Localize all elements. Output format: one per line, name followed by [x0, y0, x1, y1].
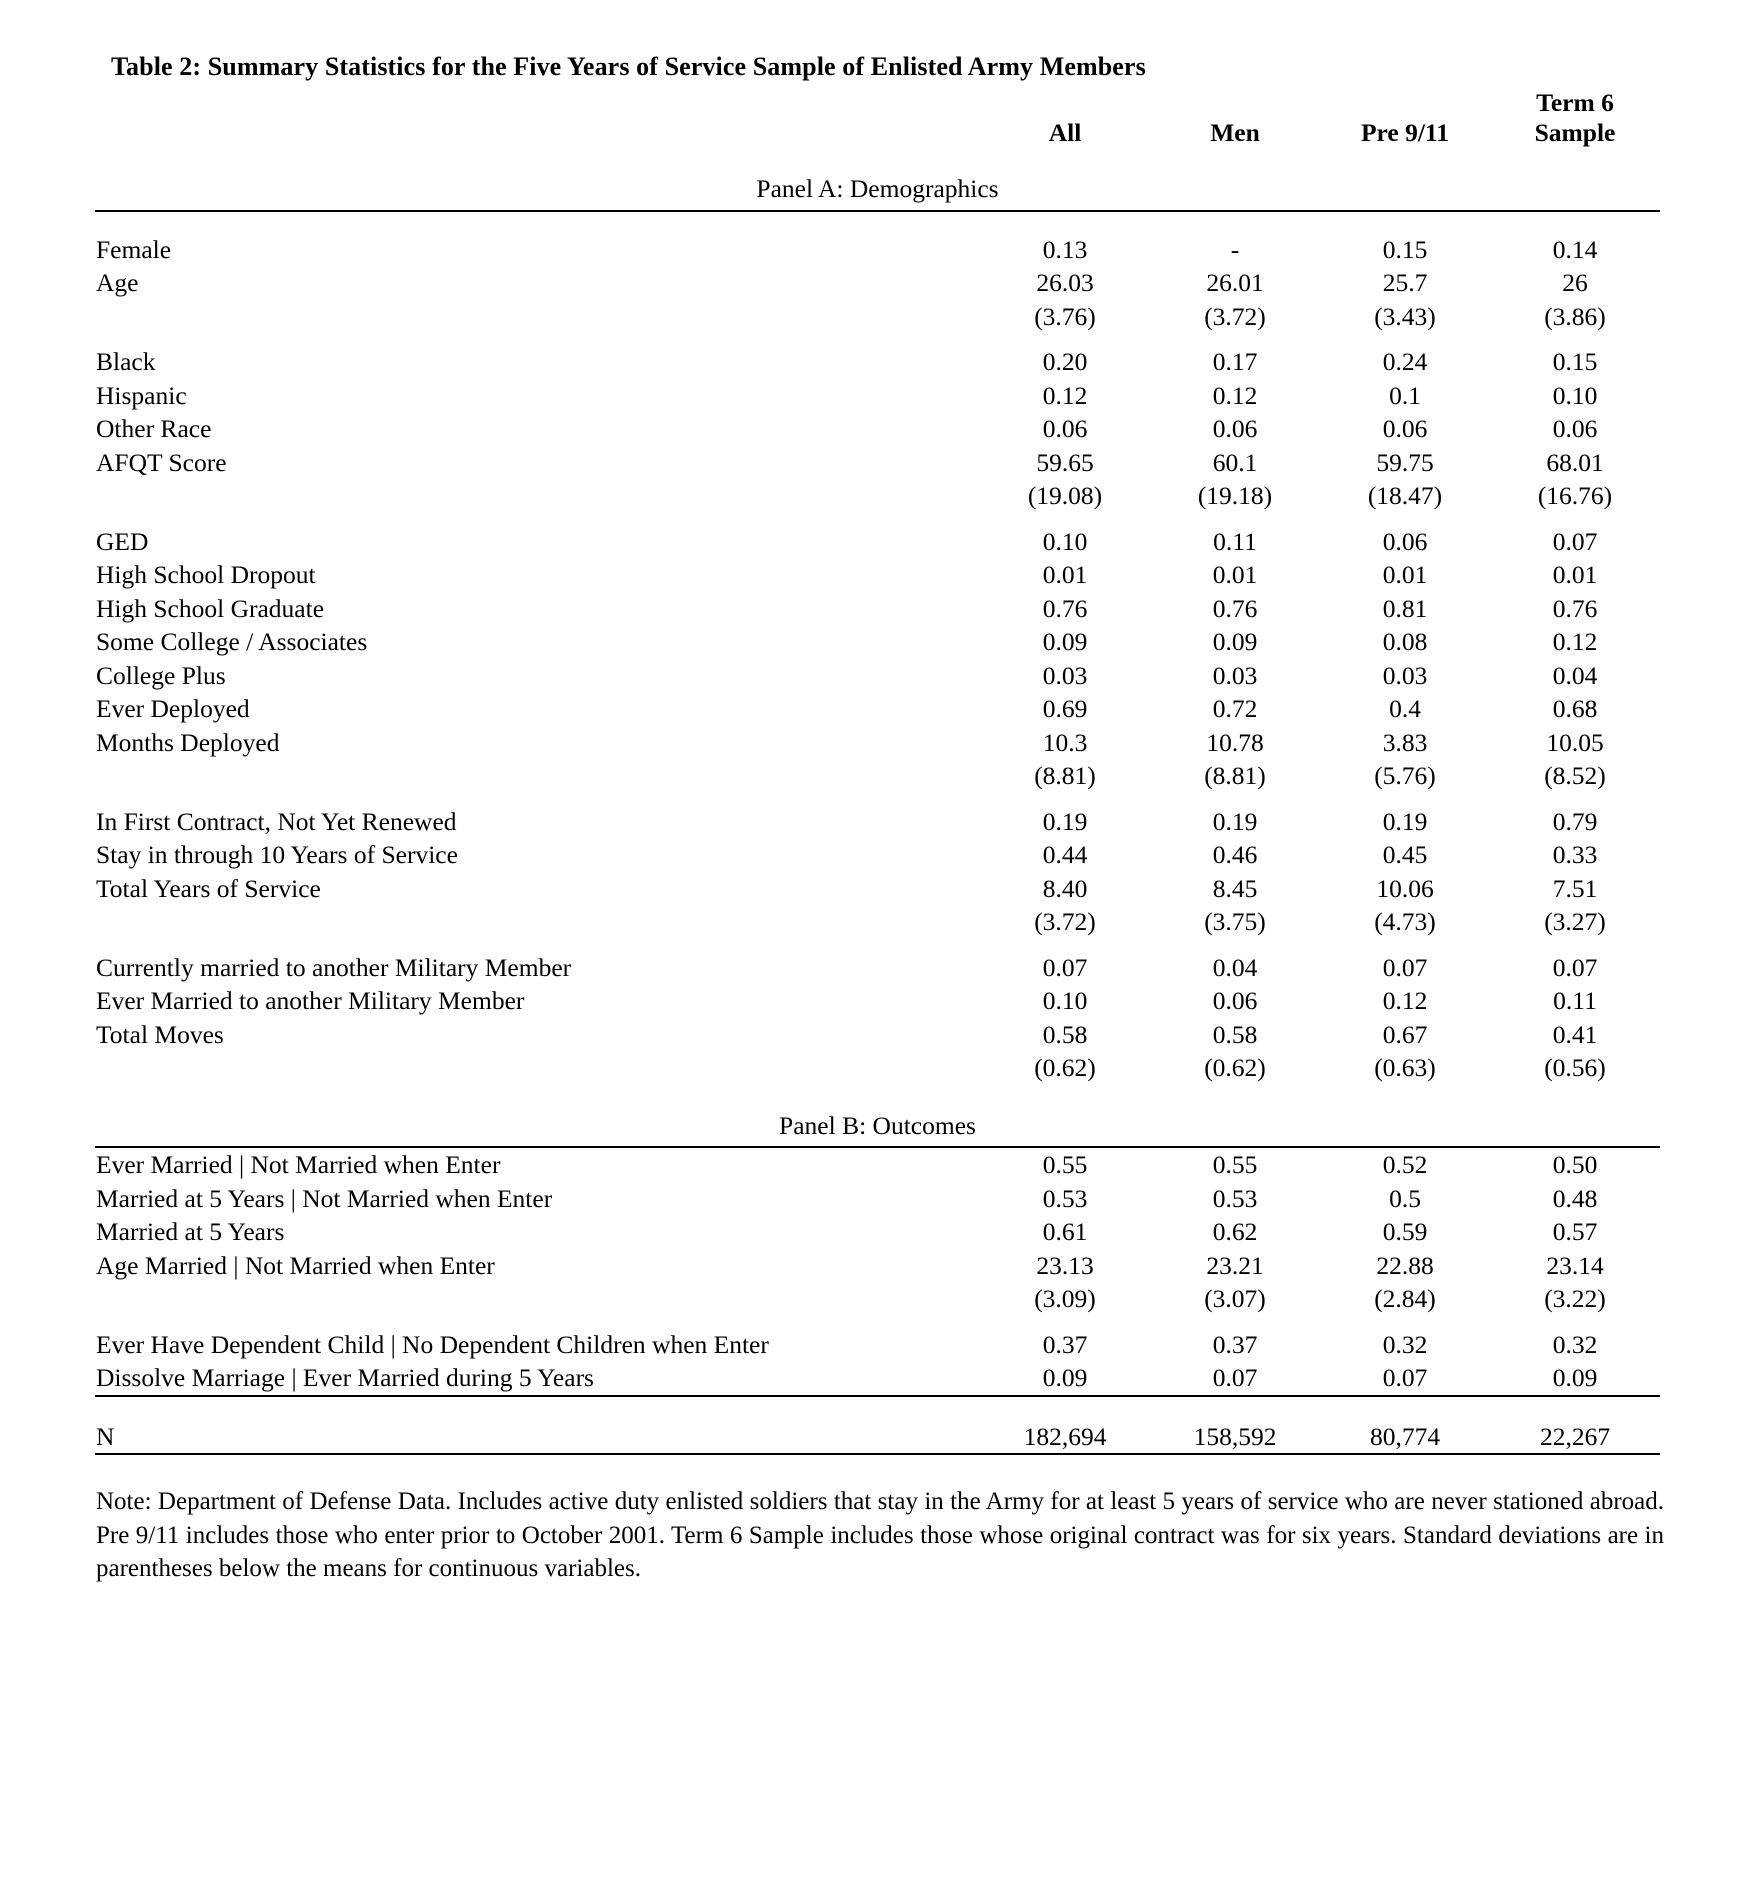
- column-header-men-text: Men: [1210, 118, 1260, 148]
- table-row: [95, 1018, 1660, 1052]
- row-value: 0.06: [1382, 526, 1428, 556]
- spacer-cell: [95, 1397, 1660, 1418]
- row-value: 0.19: [1042, 806, 1088, 836]
- panel-b-heading: [95, 1097, 1660, 1148]
- table-row: [95, 300, 1660, 334]
- row-value: 0.72: [1212, 694, 1258, 724]
- row-label: Currently married to another Military Member: [96, 952, 572, 982]
- row-label: Married at 5 Years: [96, 1217, 285, 1247]
- row-label: Dissolve Marriage | Ever Married during 5 Years: [96, 1363, 594, 1393]
- horizontal-rule-cell: [95, 1454, 1660, 1455]
- spacer-row: [95, 1316, 1660, 1328]
- row-label: Ever Have Dependent Child | No Dependent Children when Enter: [96, 1329, 769, 1359]
- row-value: 0.45: [1382, 840, 1428, 870]
- spacer-cell: [95, 513, 1660, 525]
- row-value: 25.7: [1382, 268, 1428, 298]
- column-header-pre911-text: Pre 9/11: [1360, 118, 1450, 148]
- table-row: [95, 1147, 1660, 1182]
- spacer-row: [95, 333, 1660, 345]
- row-value: 8.40: [1042, 873, 1088, 903]
- row-value: 0.12: [1552, 627, 1598, 657]
- row-value: 0.44: [1042, 840, 1088, 870]
- panel-a-heading: [95, 160, 1660, 211]
- row-value: 0.11: [1553, 986, 1597, 1016]
- table-body: [95, 160, 1660, 1455]
- column-header-all-text: All: [1048, 118, 1082, 148]
- row-value: 0.37: [1212, 1329, 1258, 1359]
- row-value: 0.07: [1552, 526, 1598, 556]
- summary-statistics-table: [95, 88, 1660, 1455]
- row-value: 0.59: [1382, 1217, 1428, 1247]
- row-value: 0.06: [1212, 414, 1258, 444]
- row-value: 0.79: [1552, 806, 1598, 836]
- row-label: GED: [96, 526, 149, 556]
- row-value: 0.01: [1042, 560, 1088, 590]
- row-value: 10.05: [1546, 727, 1604, 757]
- row-value: 26.03: [1036, 268, 1094, 298]
- row-value: (8.52): [1544, 761, 1606, 791]
- row-value: 0.67: [1382, 1019, 1428, 1049]
- row-value: 23.21: [1206, 1250, 1264, 1280]
- row-label: High School Graduate: [96, 593, 325, 623]
- row-value: (0.56): [1544, 1053, 1606, 1083]
- row-value: 0.4: [1389, 694, 1421, 724]
- spacer-row: [95, 1085, 1660, 1097]
- row-value: 10.06: [1376, 873, 1434, 903]
- table-row: [95, 872, 1660, 906]
- row-value: 10.3: [1042, 727, 1088, 757]
- table-row: [95, 379, 1660, 413]
- row-value: 0.03: [1382, 660, 1428, 690]
- row-value: 0.13: [1042, 234, 1088, 264]
- row-value: (16.76): [1537, 481, 1613, 511]
- row-value: 0.04: [1552, 660, 1598, 690]
- row-value: (3.22): [1544, 1284, 1606, 1314]
- table-row: [95, 266, 1660, 300]
- row-value: 0.19: [1212, 806, 1258, 836]
- row-value: (5.76): [1374, 761, 1436, 791]
- page-title: Table 2: Summary Statistics for the Five Years of Service Sample of Enlisted Army Members: [111, 52, 1146, 81]
- table-row: [95, 558, 1660, 592]
- table-row: [95, 984, 1660, 1018]
- row-value: 0.58: [1042, 1019, 1088, 1049]
- table-row: [95, 446, 1660, 480]
- spacer-cell: [95, 211, 1660, 233]
- row-value: 0.17: [1212, 347, 1258, 377]
- table-row-n: [95, 1418, 1660, 1455]
- row-label: [95, 1051, 980, 1085]
- row-value: 0.1: [1389, 380, 1421, 410]
- row-value: 158,592: [1193, 1421, 1277, 1451]
- row-value: 0.76: [1552, 593, 1598, 623]
- row-label: Age Married | Not Married when Enter: [96, 1250, 495, 1280]
- row-value: 0.12: [1212, 380, 1258, 410]
- header-row: [95, 88, 1660, 160]
- row-label: Some College / Associates: [96, 627, 368, 657]
- row-value: 0.06: [1042, 414, 1088, 444]
- table-row: [95, 726, 1660, 760]
- spacer-cell: [95, 1085, 1660, 1097]
- row-value: (3.27): [1544, 907, 1606, 937]
- table-row: [95, 1215, 1660, 1249]
- row-value: (19.08): [1027, 481, 1103, 511]
- row-value: 0.55: [1212, 1150, 1258, 1180]
- column-header-label: [95, 88, 980, 160]
- row-value: 10.78: [1206, 727, 1264, 757]
- row-value: 0.81: [1382, 593, 1428, 623]
- row-value: 0.07: [1212, 1363, 1258, 1393]
- row-value: 0.01: [1212, 560, 1258, 590]
- row-value: -: [1230, 234, 1240, 264]
- row-label: Age: [96, 268, 139, 298]
- row-value: (3.07): [1204, 1284, 1266, 1314]
- row-value: 0.12: [1042, 380, 1088, 410]
- row-label: Ever Deployed: [96, 694, 250, 724]
- row-label: [95, 300, 980, 334]
- table-row: [95, 525, 1660, 559]
- row-value: 0.01: [1552, 560, 1598, 590]
- row-value: (19.18): [1197, 481, 1273, 511]
- row-value: 0.06: [1552, 414, 1598, 444]
- column-header-men: [1150, 88, 1320, 160]
- spacer-row: [95, 1397, 1660, 1418]
- row-value: 0.5: [1389, 1183, 1421, 1213]
- row-value: 0.03: [1042, 660, 1088, 690]
- row-value: 0.37: [1042, 1329, 1088, 1359]
- row-value: 26.01: [1206, 268, 1264, 298]
- panel-b-heading-text: Panel B: Outcomes: [95, 1097, 1660, 1148]
- row-label: College Plus: [96, 660, 226, 690]
- table-row: [95, 951, 1660, 985]
- row-value: 0.32: [1382, 1329, 1428, 1359]
- row-value: 26: [1562, 268, 1588, 298]
- row-label: Hispanic: [96, 380, 187, 410]
- column-header-term6-line2: Sample: [1534, 118, 1616, 148]
- row-value: 0.20: [1042, 347, 1088, 377]
- row-value: 80,774: [1369, 1421, 1441, 1451]
- spacer-row: [95, 211, 1660, 233]
- row-value: 0.58: [1212, 1019, 1258, 1049]
- row-label: High School Dropout: [96, 560, 316, 590]
- horizontal-rule: [95, 1454, 1660, 1455]
- row-label: Ever Married to another Military Member: [96, 986, 525, 1016]
- row-value: 0.06: [1212, 986, 1258, 1016]
- spacer-cell: [95, 333, 1660, 345]
- table-row: [95, 1182, 1660, 1216]
- spacer-row: [95, 793, 1660, 805]
- row-value: 0.10: [1552, 380, 1598, 410]
- row-value: (4.73): [1374, 907, 1436, 937]
- row-label: Married at 5 Years | Not Married when Enter: [96, 1183, 553, 1213]
- table-row: [95, 1328, 1660, 1362]
- table-row: [95, 1361, 1660, 1396]
- table-row: [95, 1282, 1660, 1316]
- row-value: 0.53: [1212, 1183, 1258, 1213]
- table-row: [95, 1051, 1660, 1085]
- column-header-pre911: [1320, 88, 1490, 160]
- row-value: (3.43): [1374, 301, 1436, 331]
- row-value: 0.76: [1042, 593, 1088, 623]
- row-value: (3.72): [1034, 907, 1096, 937]
- row-value: 22,267: [1539, 1421, 1611, 1451]
- row-value: 3.83: [1382, 727, 1428, 757]
- row-value: 23.13: [1036, 1250, 1094, 1280]
- row-value: 0.15: [1382, 234, 1428, 264]
- column-header-term6-line1: Term 6: [1536, 88, 1614, 117]
- row-value: (3.86): [1544, 301, 1606, 331]
- row-value: 0.50: [1552, 1150, 1598, 1180]
- row-value: (3.72): [1204, 301, 1266, 331]
- row-value: 0.09: [1042, 1363, 1088, 1393]
- row-value: (18.47): [1367, 481, 1443, 511]
- row-value: 0.11: [1213, 526, 1257, 556]
- row-label: AFQT Score: [96, 447, 227, 477]
- column-header-term6: [1490, 88, 1660, 160]
- row-value: 0.69: [1042, 694, 1088, 724]
- row-value: 0.12: [1382, 986, 1428, 1016]
- row-label: [95, 759, 980, 793]
- row-value: 0.15: [1552, 347, 1598, 377]
- row-label: Other Race: [96, 414, 212, 444]
- row-label: N: [96, 1421, 115, 1451]
- row-value: 0.04: [1212, 952, 1258, 982]
- table-row: [95, 592, 1660, 626]
- table-row: [95, 479, 1660, 513]
- table-row: [95, 659, 1660, 693]
- table-row: [95, 692, 1660, 726]
- row-value: (3.75): [1204, 907, 1266, 937]
- table-row: [95, 805, 1660, 839]
- row-label: Female: [96, 234, 172, 264]
- row-label: Months Deployed: [96, 727, 280, 757]
- column-header-all: [980, 88, 1150, 160]
- table-row: [95, 838, 1660, 872]
- table-row: [95, 345, 1660, 379]
- row-value: 0.01: [1382, 560, 1428, 590]
- row-value: 0.52: [1382, 1150, 1428, 1180]
- row-value: (8.81): [1204, 761, 1266, 791]
- row-value: 0.41: [1552, 1019, 1598, 1049]
- row-value: 0.53: [1042, 1183, 1088, 1213]
- row-value: (8.81): [1034, 761, 1096, 791]
- row-label: Total Years of Service: [96, 873, 321, 903]
- row-value: 0.76: [1212, 593, 1258, 623]
- row-label: Ever Married | Not Married when Enter: [96, 1150, 501, 1180]
- row-value: 0.10: [1042, 986, 1088, 1016]
- row-value: 59.75: [1376, 447, 1434, 477]
- row-value: 0.68: [1552, 694, 1598, 724]
- row-value: 8.45: [1212, 873, 1258, 903]
- row-value: 7.51: [1552, 873, 1598, 903]
- row-label: [95, 1282, 980, 1316]
- spacer-cell: [95, 939, 1660, 951]
- row-value: 59.65: [1036, 447, 1094, 477]
- row-value: 0.57: [1552, 1217, 1598, 1247]
- table-row: [95, 759, 1660, 793]
- table-header: [95, 88, 1660, 160]
- row-value: 0.07: [1382, 1363, 1428, 1393]
- spacer-cell: [95, 1316, 1660, 1328]
- row-value: 0.07: [1042, 952, 1088, 982]
- row-value: 0.07: [1552, 952, 1598, 982]
- row-value: 0.06: [1382, 414, 1428, 444]
- spacer-row: [95, 939, 1660, 951]
- row-label: Total Moves: [96, 1019, 224, 1049]
- row-value: 0.08: [1382, 627, 1428, 657]
- row-value: 0.48: [1552, 1183, 1598, 1213]
- row-value: 0.07: [1382, 952, 1428, 982]
- row-value: 68.01: [1546, 447, 1604, 477]
- row-value: 0.09: [1552, 1363, 1598, 1393]
- row-value: 22.88: [1376, 1250, 1434, 1280]
- row-value: (3.09): [1034, 1284, 1096, 1314]
- row-label: Stay in through 10 Years of Service: [96, 840, 458, 870]
- row-value: 0.09: [1212, 627, 1258, 657]
- row-value: 0.03: [1212, 660, 1258, 690]
- row-value: (0.63): [1374, 1053, 1436, 1083]
- table-row: [95, 1249, 1660, 1283]
- row-label: Black: [96, 347, 156, 377]
- row-value: (0.62): [1204, 1053, 1266, 1083]
- row-value: 182,694: [1023, 1421, 1107, 1451]
- table-row: [95, 625, 1660, 659]
- row-value: 0.09: [1042, 627, 1088, 657]
- table-row: [95, 905, 1660, 939]
- row-label: In First Contract, Not Yet Renewed: [96, 806, 457, 836]
- row-value: (3.76): [1034, 301, 1096, 331]
- row-value: 60.1: [1212, 447, 1258, 477]
- row-value: (0.62): [1034, 1053, 1096, 1083]
- table-row: [95, 233, 1660, 267]
- row-label: [95, 905, 980, 939]
- row-value: 0.14: [1552, 234, 1598, 264]
- panel-a-heading-text: Panel A: Demographics: [95, 160, 1660, 211]
- spacer-row: [95, 513, 1660, 525]
- row-value: 0.55: [1042, 1150, 1088, 1180]
- table-note: Note: Department of Defense Data. Includes active duty enlisted soldiers that stay in the Army for at least 5 years of service who are never stationed abroad. Pre 9/11 includes those who enter prior to October 2001. Term 6 Sample includes those whose original contract was for six years. Standard deviations are in parentheses below the means for continuous variables.: [96, 1488, 1664, 1583]
- table-row: [95, 412, 1660, 446]
- row-value: 0.10: [1042, 526, 1088, 556]
- row-value: 0.62: [1212, 1217, 1258, 1247]
- spacer-cell: [95, 793, 1660, 805]
- row-label: [95, 479, 980, 513]
- row-value: (2.84): [1374, 1284, 1436, 1314]
- row-value: 0.46: [1212, 840, 1258, 870]
- row-value: 0.24: [1382, 347, 1428, 377]
- row-value: 0.32: [1552, 1329, 1598, 1359]
- row-value: 23.14: [1546, 1250, 1604, 1280]
- row-value: 0.61: [1042, 1217, 1088, 1247]
- row-value: 0.19: [1382, 806, 1428, 836]
- row-value: 0.33: [1552, 840, 1598, 870]
